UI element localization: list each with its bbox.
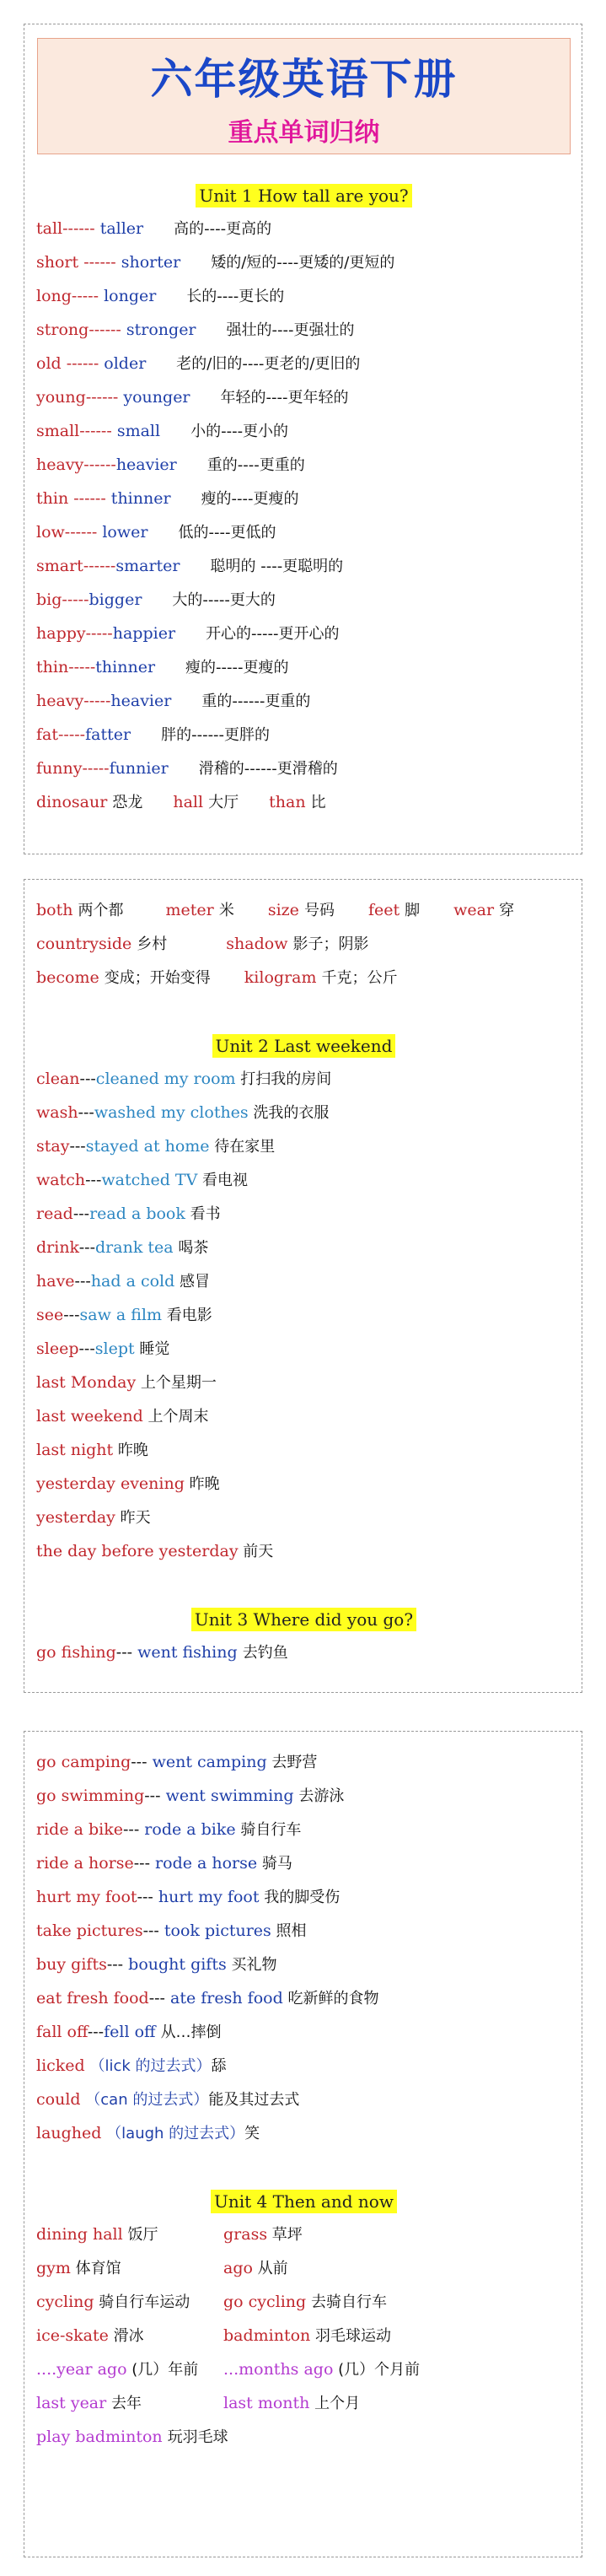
list-item: funny-----funnier 滑稽的------更滑稽的 bbox=[36, 759, 338, 778]
list-item: see---saw a film 看电影 bbox=[36, 1306, 212, 1324]
unit3-heading: Unit 3 Where did you go? bbox=[191, 1608, 416, 1631]
list-item: happy-----happier 开心的-----更开心的 bbox=[36, 624, 340, 643]
list-item: the day before yesterday 前天 bbox=[36, 1542, 274, 1560]
panel-unit1 bbox=[24, 24, 582, 854]
list-item: dinosaur 恐龙 hall 大厅 than 比 bbox=[36, 793, 326, 811]
list-item: sleep---slept 睡觉 bbox=[36, 1339, 170, 1358]
list-item: tall------ taller 高的----更高的 bbox=[36, 219, 272, 238]
unit4-heading-row bbox=[36, 2184, 571, 2218]
list-item: long----- longer 长的----更长的 bbox=[36, 287, 285, 305]
list-item: stay---stayed at home 待在家里 bbox=[36, 1137, 276, 1156]
unit1-heading-row bbox=[36, 178, 571, 212]
list-item: have---had a cold 感冒 bbox=[36, 1272, 210, 1291]
list-item: drink---drank tea 喝茶 bbox=[36, 1238, 209, 1257]
list-item: could （can 的过去式）能及其过去式 bbox=[36, 2090, 300, 2109]
list-item: go camping--- went camping 去野营 bbox=[36, 1753, 318, 1771]
list-item: eat fresh food--- ate fresh food 吃新鲜的食物 bbox=[36, 1989, 379, 2007]
unit3-4-list bbox=[36, 1745, 571, 2454]
list-item: hurt my foot--- hurt my foot 我的脚受伤 bbox=[36, 1888, 341, 1906]
list-item: licked （lick 的过去式）舔 bbox=[36, 2056, 227, 2075]
list-item: strong------ stronger 强壮的----更强壮的 bbox=[36, 321, 355, 339]
list-item: become 变成；开始变得 kilogram 千克；公斤 bbox=[36, 968, 398, 987]
list-item: read---read a book 看书 bbox=[36, 1204, 221, 1223]
panel-unit2 bbox=[24, 879, 582, 1693]
list-item: small------ small 小的----更小的 bbox=[36, 422, 289, 440]
panel-unit3-4 bbox=[24, 1731, 582, 2557]
unit2-heading: Unit 2 Last weekend bbox=[212, 1034, 396, 1058]
list-item: heavy------heavier 重的----更重的 bbox=[36, 455, 305, 474]
unit2-list bbox=[36, 893, 571, 1669]
list-item: take pictures--- took pictures 照相 bbox=[36, 1921, 307, 1940]
list-item: yesterday evening 昨晚 bbox=[36, 1474, 220, 1493]
list-item: cycling 骑自行车运动 go cycling 去骑自行车 bbox=[36, 2293, 387, 2311]
list-item: old ------ older 老的/旧的----更老的/更旧的 bbox=[36, 354, 361, 373]
list-item: fall off---fell off 从…摔倒 bbox=[36, 2023, 222, 2041]
list-item: smart------smarter 聪明的 ----更聪明的 bbox=[36, 557, 344, 575]
list-item: go swimming--- went swimming 去游泳 bbox=[36, 1786, 345, 1805]
list-item: clean---cleaned my room 打扫我的房间 bbox=[36, 1070, 332, 1088]
list-item: both 两个都 meter 米 size 号码 feet 脚 wear 穿 bbox=[36, 901, 515, 919]
list-item: low------ lower 低的----更低的 bbox=[36, 523, 276, 542]
unit3-heading-row bbox=[36, 1602, 571, 1636]
list-item: ride a horse--- rode a horse 骑马 bbox=[36, 1854, 292, 1873]
list-item: wash---washed my clothes 洗我的衣服 bbox=[36, 1103, 330, 1122]
list-item: laughed （laugh 的过去式）笑 bbox=[36, 2124, 260, 2142]
title-banner bbox=[37, 38, 571, 154]
unit1-heading: Unit 1 How tall are you? bbox=[196, 184, 411, 207]
list-item: thin-----thinner 瘦的-----更瘦的 bbox=[36, 658, 289, 676]
unit4-heading: Unit 4 Then and now bbox=[211, 2190, 397, 2213]
list-item: gym 体育馆 ago 从前 bbox=[36, 2259, 288, 2277]
list-item: last year 去年 last month 上个月 bbox=[36, 2394, 361, 2412]
page-subtitle: 重点单词归纳 bbox=[228, 118, 380, 148]
list-item: ride a bike--- rode a bike 骑自行车 bbox=[36, 1820, 302, 1839]
list-item: go fishing--- went fishing 去钓鱼 bbox=[36, 1643, 288, 1662]
list-item: young------ younger 年轻的----更年轻的 bbox=[36, 388, 349, 407]
list-item: buy gifts--- bought gifts 买礼物 bbox=[36, 1955, 277, 1974]
list-item: big-----bigger 大的-----更大的 bbox=[36, 590, 276, 609]
list-item: ....year ago (几）年前 ...months ago (几）个月前 bbox=[36, 2360, 421, 2379]
list-item: yesterday 昨天 bbox=[36, 1508, 151, 1527]
list-item: play badminton 玩羽毛球 bbox=[36, 2428, 228, 2446]
list-item: heavy-----heavier 重的------更重的 bbox=[36, 692, 311, 710]
unit1-list bbox=[36, 178, 571, 819]
list-item: last weekend 上个周末 bbox=[36, 1407, 209, 1425]
list-item: last Monday 上个星期一 bbox=[36, 1373, 217, 1392]
list-item: short ------ shorter 矮的/短的----更矮的/更短的 bbox=[36, 253, 395, 272]
page-title: 六年级英语下册 bbox=[150, 55, 458, 104]
list-item: dining hall 饭厅 grass 草坪 bbox=[36, 2225, 303, 2244]
list-item: countryside 乡村 shadow 影子；阴影 bbox=[36, 935, 369, 953]
list-item: fat-----fatter 胖的------更胖的 bbox=[36, 725, 271, 744]
unit2-heading-row bbox=[36, 1028, 571, 1062]
list-item: ice-skate 滑冰 badminton 羽毛球运动 bbox=[36, 2326, 392, 2345]
list-item: watch---watched TV 看电视 bbox=[36, 1171, 249, 1189]
list-item: last night 昨晚 bbox=[36, 1441, 148, 1459]
list-item: thin ------ thinner 瘦的----更瘦的 bbox=[36, 489, 299, 508]
